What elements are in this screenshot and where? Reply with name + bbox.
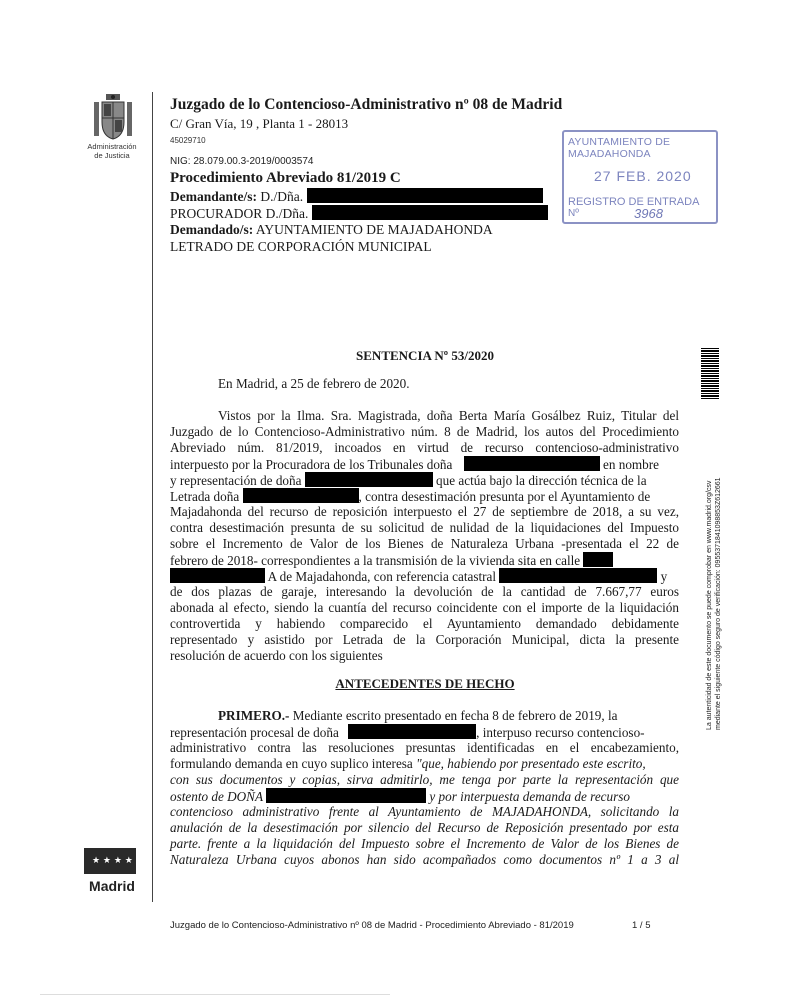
paragraph-line: anulación de la desestimación por silencio del Recurso de Reposición presentado por esta xyxy=(170,820,679,835)
paragraph-line: abonada al efecto, siendo la cuantía del recurso coincidente con el importe de la liquidación xyxy=(170,600,679,615)
text-fragment: , contra desestimación presunta por el Ayuntamiento de xyxy=(358,489,651,504)
verification-line2: mediante el siguiente código seguro de verificación: 0955371841098853Z612661 xyxy=(715,477,722,730)
paragraph-line xyxy=(170,488,679,505)
redaction xyxy=(266,788,426,803)
sidebar-divider xyxy=(152,92,153,902)
redaction xyxy=(348,724,476,739)
paragraph-line xyxy=(170,552,679,569)
paragraph-line: parte. frente a la liquidación del Impuesto sobre el Incremento de Valor de los Bienes de xyxy=(170,836,679,851)
flag-stars: ★ ★ ★ ★ xyxy=(92,856,133,866)
plaintiff-value: D./Dña. xyxy=(260,189,304,204)
letrado-line: LETRADO DE CORPORACIÓN MUNICIPAL xyxy=(170,239,432,254)
text-fragment: , interpuso recurso contencioso- xyxy=(476,725,645,740)
paragraph-line xyxy=(170,756,679,772)
procurador-line xyxy=(170,205,548,222)
paragraph-line: sobre el Incremento de Valor de los Bienes de Naturaleza Urbana -presentada el 22 de xyxy=(170,536,679,551)
text-fragment: Letrada doña xyxy=(170,489,240,504)
text-fragment: "que, habiendo por presentado este escrito, xyxy=(416,756,646,771)
defendant-value: AYUNTAMIENTO DE MAJADAHONDA xyxy=(255,222,493,237)
stamp-number: 3968 xyxy=(634,206,663,221)
defendant-label: Demandado/s: xyxy=(170,222,254,237)
verification-line1: La autenticidad de este documento se puede comprobar en www.madrid.org/csv xyxy=(706,480,713,730)
text-fragment: ostento de DOÑA xyxy=(170,789,263,804)
text-fragment: y representación de doña xyxy=(170,473,302,488)
redaction xyxy=(305,472,433,487)
procedure-number: Procedimiento Abreviado 81/2019 C xyxy=(170,170,401,186)
admin-label-line1: Administración xyxy=(87,142,137,151)
stamp-registry: REGISTRO DE ENTRADA xyxy=(568,196,700,208)
facts-title: ANTECEDENTES DE HECHO xyxy=(335,676,515,691)
paragraph-line: administrativo contra las resoluciones presuntas identificadas en el encabezamiento, xyxy=(170,740,679,755)
defendant-line xyxy=(170,222,493,238)
paragraph-line: Juzgado de lo Contencioso-Administrativo núm. 8 de Madrid, los autos del Procedimiento xyxy=(170,424,679,439)
redaction xyxy=(464,456,600,471)
stamp-num-label: Nº xyxy=(568,208,579,219)
paragraph-line xyxy=(170,724,679,741)
redaction xyxy=(170,568,265,583)
verification-text xyxy=(705,477,723,730)
barcode xyxy=(701,348,719,400)
procurador-label: PROCURADOR D./Dña. xyxy=(170,206,309,221)
text-fragment: Mediante escrito presentado en fecha 8 de febrero de 2019, la xyxy=(292,708,618,723)
paragraph-line: de dos plazas de garaje, interesando la devolución de la cantidad de 7.667,77 euros xyxy=(170,584,679,599)
page-footer: Juzgado de lo Contencioso-Administrativo nº 08 de Madrid - Procedimiento Abreviado - 81/2019 xyxy=(170,920,574,931)
nig-number: NIG: 28.079.00.3-2019/0003574 xyxy=(170,156,314,167)
paragraph-line xyxy=(170,456,679,473)
paragraph-line: Abreviado núm. 81/2019, incoados en virtud de recurso contencioso-administrativo xyxy=(170,440,679,455)
paragraph-line: contra desestimación presunta de su solicitud de nulidad de la liquidaciones del Impuesto xyxy=(170,520,679,535)
date-line: En Madrid, a 25 de febrero de 2020. xyxy=(218,376,410,391)
text-fragment: A de Majadahonda, con referencia catastral xyxy=(267,569,497,584)
text-fragment: interpuesto por la Procuradora de los Tribunales doña xyxy=(170,457,453,472)
paragraph-line xyxy=(218,708,679,724)
redaction xyxy=(312,205,548,220)
text-fragment: que actúa bajo la dirección técnica de la xyxy=(436,473,647,488)
paragraph-line: controvertida y habiendo comparecido el Ayuntamiento demandado debidamente xyxy=(170,616,679,631)
paragraph-line: representado y asistido por Letrada de la Corporación Municipal, dicta la presente xyxy=(170,632,679,647)
page-number: 1 / 5 xyxy=(632,920,651,931)
plaintiff-label: Demandante/s: xyxy=(170,189,257,204)
madrid-flag-logo xyxy=(84,848,136,874)
court-code: 45029710 xyxy=(170,136,206,145)
court-name: Juzgado de lo Contencioso-Administrativo nº 08 de Madrid xyxy=(170,96,563,113)
admin-label-line2: de Justicia xyxy=(94,151,130,160)
primero-label: PRIMERO.- xyxy=(218,708,290,723)
stamp-date: 27 FEB. 2020 xyxy=(594,168,692,184)
scan-edge-line xyxy=(40,994,390,995)
paragraph-line: resolución de acuerdo con los siguientes xyxy=(170,648,383,663)
paragraph-line: Majadahonda del recurso de reposición interpuesto el 27 de septiembre de 2018, a su vez, xyxy=(170,504,679,519)
redaction xyxy=(243,488,359,503)
madrid-logo-text: Madrid xyxy=(89,878,135,894)
coat-of-arms-icon xyxy=(90,92,136,142)
text-fragment: en nombre xyxy=(602,457,660,472)
paragraph-line: Naturaleza Urbana cuyos abonos han sido acompañados como documentos nº 1 a 3 al xyxy=(170,852,679,867)
plaintiff-line xyxy=(170,188,543,205)
redaction xyxy=(499,568,657,583)
paragraph-line xyxy=(170,472,679,489)
text-fragment: representación procesal de doña xyxy=(170,725,339,740)
paragraph-line: con sus documentos y copias, sirva admitirlo, me tenga por parte la representación que xyxy=(170,772,679,787)
redaction xyxy=(583,552,613,567)
redaction xyxy=(307,188,543,203)
stamp-title: AYUNTAMIENTO DE MAJADAHONDA xyxy=(568,136,671,160)
text-fragment: y xyxy=(660,569,668,584)
paragraph-line xyxy=(170,568,679,585)
paragraph-line xyxy=(170,788,679,805)
text-fragment: y por interpuesta demanda de recurso xyxy=(429,789,630,804)
paragraph-line: Vistos por la Ilma. Sra. Magistrada, doña Berta María Gosálbez Ruiz, Titular del xyxy=(218,408,679,423)
text-fragment: febrero de 2018- correspondientes a la transmisión de la vivienda sita en calle xyxy=(170,553,581,568)
paragraph-line: contencioso administrativo frente al Ayuntamiento de MAJADAHONDA, solicitando la xyxy=(170,804,679,819)
administration-label xyxy=(80,142,144,160)
court-address: C/ Gran Vía, 19 , Planta 1 - 28013 xyxy=(170,116,349,131)
sentence-title: SENTENCIA Nº 53/2020 xyxy=(356,348,494,363)
text-fragment: formulando demanda en cuyo suplico interesa xyxy=(170,756,413,771)
registry-stamp xyxy=(562,130,718,224)
